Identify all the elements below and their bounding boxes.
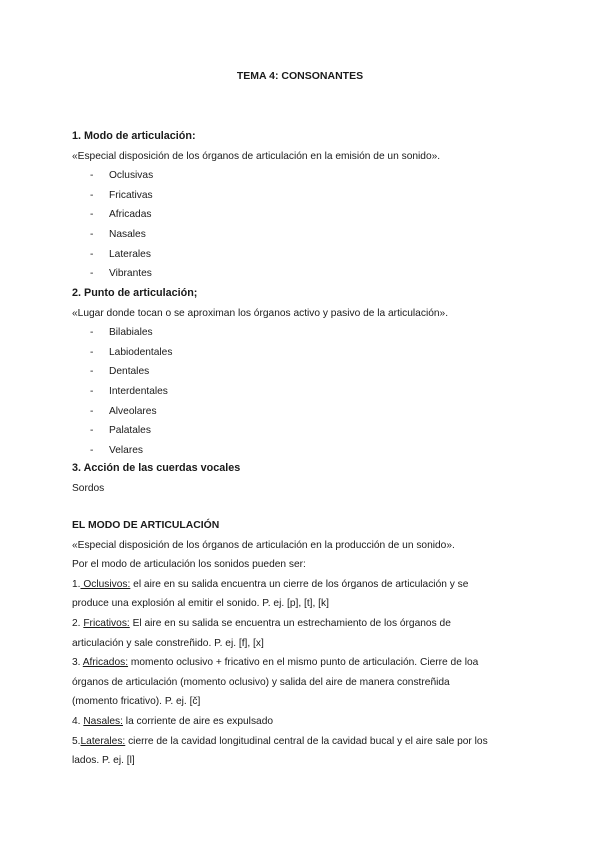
term-label: Fricativos: bbox=[83, 617, 130, 629]
list-item: - Fricativas bbox=[90, 189, 153, 201]
list-item: - Africadas bbox=[90, 209, 152, 221]
term-label: Laterales: bbox=[80, 735, 126, 747]
section-definition: «Especial disposición de los órganos de articulación en la producción de un sonido». bbox=[72, 539, 455, 551]
list-item: - Bilabiales bbox=[90, 327, 153, 339]
section-definition: «Lugar donde tocan o se aproximan los órganos activo y pasivo de la articulación». bbox=[72, 307, 449, 319]
list-item: - Velares bbox=[90, 444, 143, 456]
section-heading: 2. Punto de articulación; bbox=[72, 287, 198, 299]
entry-laterales: 5.Laterales: cierre de la cavidad longitudinal central de la cavidad bucal y el aire sale por los lados. P. ej. [l] bbox=[72, 735, 488, 767]
entry-nasales: 4. Nasales: la corriente de aire es expulsado bbox=[72, 715, 274, 727]
list-item: - Interdentales bbox=[90, 385, 168, 397]
section-definition: «Especial disposición de los órganos de articulación en la emisión de un sonido». bbox=[72, 150, 441, 162]
section-el-modo-articulacion bbox=[72, 516, 542, 771]
list-item: - Laterales bbox=[90, 248, 151, 260]
section-cuerdas-vocales bbox=[72, 459, 542, 498]
list-item: - Alveolares bbox=[90, 405, 157, 417]
list-item: - Vibrantes bbox=[90, 268, 152, 280]
list-item: - Nasales bbox=[90, 228, 146, 240]
page-title: TEMA 4: CONSONANTES bbox=[236, 70, 364, 82]
entry-africados: 3. Africados: momento oclusivo + fricativo en el mismo punto de articulación. Cierre de loa órganos de articulación (momento oclusivo) y salida del aire de manera constreñida (momento fricativo). P. ej. [č] bbox=[72, 657, 479, 708]
list-item: - Dentales bbox=[90, 366, 150, 378]
term-label: Oclusivos: bbox=[80, 578, 131, 590]
list-item: - Palatales bbox=[90, 425, 151, 437]
list-item: - Labiodentales bbox=[90, 346, 173, 358]
section-text: Sordos bbox=[72, 482, 105, 494]
section-heading: 1. Modo de articulación: bbox=[72, 130, 196, 142]
section-heading: EL MODO DE ARTICULACIÓN bbox=[72, 520, 220, 531]
section-heading: 3. Acción de las cuerdas vocales bbox=[72, 462, 241, 474]
term-label: Africados: bbox=[82, 657, 129, 669]
section-modo-articulacion bbox=[72, 127, 542, 284]
term-label: Nasales: bbox=[83, 715, 123, 727]
section-intro: Por el modo de articulación los sonidos pueden ser: bbox=[72, 559, 306, 571]
list-item: - Oclusivas bbox=[90, 170, 154, 182]
section-punto-articulacion bbox=[72, 284, 542, 460]
entry-fricativos: 2. Fricativos: El aire en su salida se encuentra un estrechamiento de los órganos de articulación y sale constreñido. P. ej. [f], [x] bbox=[72, 617, 451, 649]
entry-oclusivos: 1. Oclusivos: el aire en su salida encuentra un cierre de los órganos de articulación y se produce una explosión al emitir el sonido. P. ej. [p], [t], [k] bbox=[72, 578, 469, 610]
